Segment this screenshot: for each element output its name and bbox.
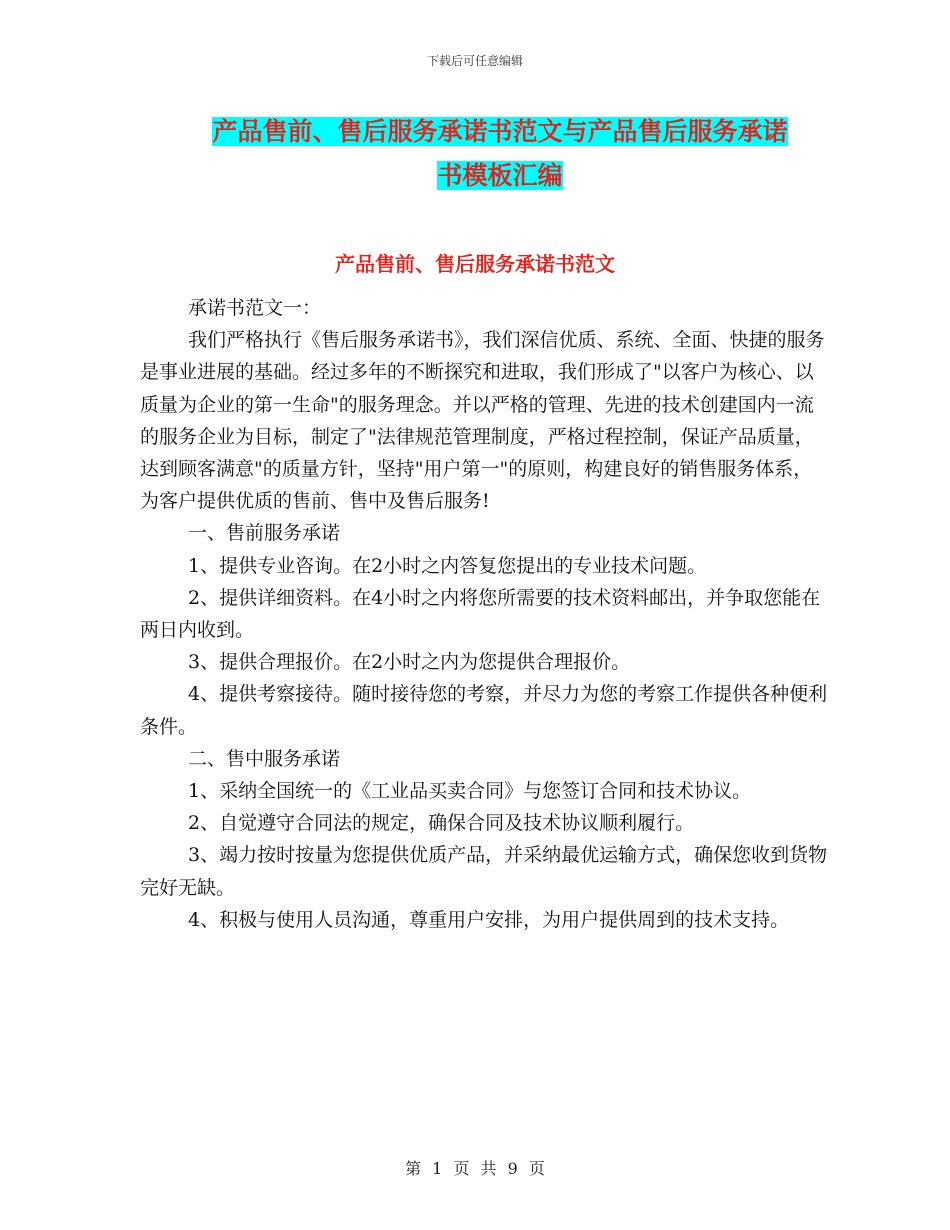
section-title: 产品售前、售后服务承诺书范文 (335, 252, 615, 276)
list-item: 2、自觉遵守合同法的规定，确保合同及技术协议顺利履行。 (188, 812, 695, 835)
document-body (140, 292, 830, 936)
title-line-1: 产品售前、售后服务承诺书范文与产品售后服务承诺 (212, 117, 788, 146)
section-heading: 一、售前服务承诺 (188, 522, 341, 545)
paragraph: 我们严格执行《售后服务承诺书》，我们深信优质、系统、全面、快捷的服务是事业进展的基础。经过多年的不断探究和进取，我们形成了"以客户为核心、以质量为企业的第一生命"的服务理念。并以严格的管理、先进的技术创建国内一流的服务企业为目标，制定了"法律规范管理制度，严格过程控制，保证产品质量，达到顾客满意"的质量方针，坚持"用户第一"的原则，构建良好的销售服务体系，为客户提供优质的售前、售中及售后服务! (140, 329, 825, 513)
list-item: 3、提供合理报价。在2小时之内为您提供合理报价。 (188, 651, 631, 674)
list-item: 1、采纳全国统一的《工业品买卖合同》与您签订合同和技术协议。 (188, 780, 752, 803)
page-header: 下载后可任意编辑 (426, 54, 523, 68)
list-item: 2、提供详细资料。在4小时之内将您所需要的技术资料邮出，并争取您能在两日内收到。 (140, 586, 821, 642)
list-item: 1、提供专业咨询。在2小时之内答复您提出的专业技术问题。 (188, 554, 707, 577)
section-heading: 二、售中服务承诺 (188, 747, 341, 770)
page-footer: 第 1 页 共 9 页 (405, 1159, 545, 1178)
list-item: 4、积极与使用人员沟通，尊重用户安排，为用户提供周到的技术支持。 (188, 908, 790, 931)
document-title (150, 110, 850, 198)
list-item: 4、提供考察接待。随时接待您的考察，并尽力为您的考察工作提供各种便利条件。 (140, 683, 828, 738)
list-item: 3、竭力按时按量为您提供优质产品，并采纳最优运输方式，确保您收到货物完好无缺。 (140, 844, 828, 899)
paragraph: 承诺书范文一： (188, 297, 322, 319)
title-line-2: 书模板汇编 (437, 161, 563, 190)
